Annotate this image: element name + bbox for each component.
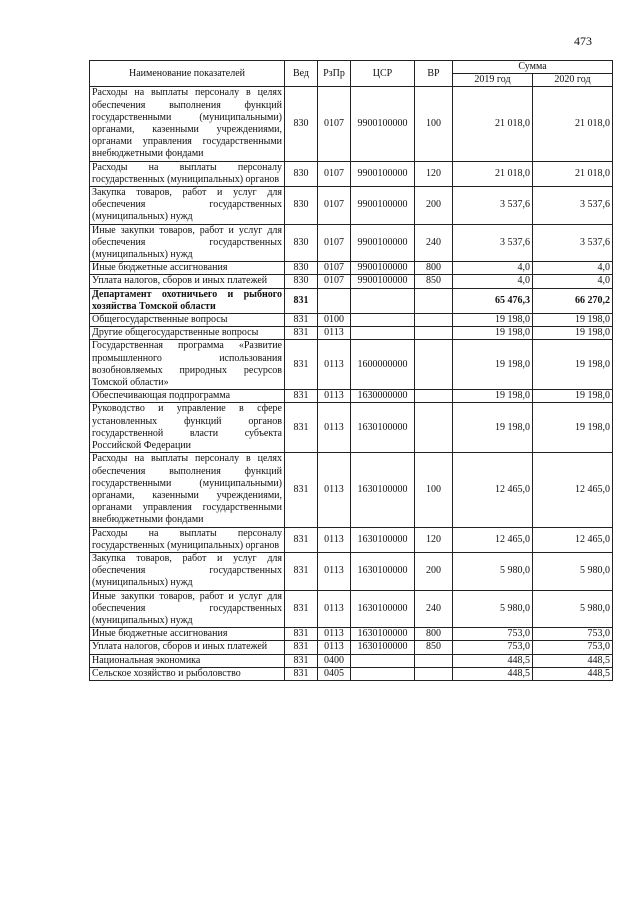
cell-vr	[415, 327, 453, 340]
cell-ved: 830	[285, 87, 318, 161]
table-row	[90, 262, 613, 275]
table-row	[90, 667, 613, 680]
cell-csr: 9900100000	[351, 262, 415, 275]
cell-ved: 831	[285, 390, 318, 403]
cell-2019: 753,0	[453, 641, 533, 654]
cell-rzpr: 0113	[318, 453, 351, 527]
cell-2020: 753,0	[533, 641, 613, 654]
cell-rzpr: 0113	[318, 590, 351, 628]
cell-csr: 1630100000	[351, 590, 415, 628]
cell-2020: 3 537,6	[533, 187, 613, 225]
table-body	[90, 87, 613, 681]
cell-2019: 21 018,0	[453, 161, 533, 186]
cell-csr: 1630100000	[351, 527, 415, 552]
table-row	[90, 224, 613, 262]
cell-vr	[415, 390, 453, 403]
cell-2019: 21 018,0	[453, 87, 533, 161]
table-row	[90, 275, 613, 288]
cell-rzpr: 0107	[318, 224, 351, 262]
table-row	[90, 87, 613, 161]
cell-2019: 4,0	[453, 262, 533, 275]
cell-rzpr: 0113	[318, 340, 351, 390]
cell-vr: 100	[415, 453, 453, 527]
cell-rzpr: 0113	[318, 552, 351, 590]
cell-2020: 753,0	[533, 628, 613, 641]
cell-2019: 19 198,0	[453, 327, 533, 340]
cell-rzpr: 0113	[318, 527, 351, 552]
cell-name: Обеспечивающая подпрограмма	[90, 390, 285, 403]
cell-csr: 1630100000	[351, 453, 415, 527]
cell-vr: 800	[415, 262, 453, 275]
table-row	[90, 327, 613, 340]
cell-vr	[415, 403, 453, 453]
cell-vr: 240	[415, 590, 453, 628]
cell-vr: 120	[415, 161, 453, 186]
cell-rzpr: 0107	[318, 187, 351, 225]
cell-ved: 831	[285, 403, 318, 453]
cell-vr: 120	[415, 527, 453, 552]
cell-ved: 830	[285, 224, 318, 262]
cell-2019: 448,5	[453, 654, 533, 667]
cell-rzpr: 0107	[318, 262, 351, 275]
cell-csr: 9900100000	[351, 87, 415, 161]
cell-ved: 830	[285, 187, 318, 225]
cell-vr	[415, 288, 453, 313]
table-row	[90, 390, 613, 403]
cell-2020: 4,0	[533, 262, 613, 275]
cell-2019: 19 198,0	[453, 314, 533, 327]
cell-csr: 1630100000	[351, 403, 415, 453]
header-name: Наименование показателей	[90, 61, 285, 87]
cell-csr	[351, 314, 415, 327]
cell-csr: 1630100000	[351, 552, 415, 590]
cell-name: Руководство и управление в сфере установленных функций органов государственной власти субъекта Российской Федерации	[90, 403, 285, 453]
cell-2020: 66 270,2	[533, 288, 613, 313]
cell-2020: 21 018,0	[533, 87, 613, 161]
cell-ved: 831	[285, 327, 318, 340]
cell-ved: 831	[285, 654, 318, 667]
cell-2019: 19 198,0	[453, 390, 533, 403]
cell-2019: 3 537,6	[453, 224, 533, 262]
cell-csr: 1630100000	[351, 628, 415, 641]
cell-csr	[351, 667, 415, 680]
cell-name: Закупка товаров, работ и услуг для обеспечения государственных (муниципальных) нужд	[90, 187, 285, 225]
cell-rzpr: 0400	[318, 654, 351, 667]
cell-2019: 65 476,3	[453, 288, 533, 313]
cell-vr: 100	[415, 87, 453, 161]
cell-csr: 1630100000	[351, 641, 415, 654]
cell-csr	[351, 654, 415, 667]
cell-vr	[415, 314, 453, 327]
table-row	[90, 161, 613, 186]
cell-name: Иные бюджетные ассигнования	[90, 262, 285, 275]
cell-2019: 753,0	[453, 628, 533, 641]
cell-ved: 831	[285, 552, 318, 590]
cell-name: Иные бюджетные ассигнования	[90, 628, 285, 641]
header-csr: ЦСР	[351, 61, 415, 87]
cell-name: Уплата налогов, сборов и иных платежей	[90, 275, 285, 288]
cell-vr: 850	[415, 641, 453, 654]
cell-rzpr	[318, 288, 351, 313]
cell-2019: 19 198,0	[453, 403, 533, 453]
cell-csr: 1600000000	[351, 340, 415, 390]
cell-name: Закупка товаров, работ и услуг для обеспечения государственных (муниципальных) нужд	[90, 552, 285, 590]
cell-2020: 19 198,0	[533, 403, 613, 453]
cell-2019: 19 198,0	[453, 340, 533, 390]
cell-2020: 19 198,0	[533, 327, 613, 340]
cell-2020: 12 465,0	[533, 527, 613, 552]
cell-rzpr: 0107	[318, 161, 351, 186]
table-header	[90, 61, 613, 87]
cell-ved: 830	[285, 262, 318, 275]
cell-name: Национальная экономика	[90, 654, 285, 667]
cell-vr: 200	[415, 187, 453, 225]
table-row	[90, 288, 613, 313]
cell-ved: 830	[285, 275, 318, 288]
header-sum: Сумма	[453, 61, 613, 74]
table-row	[90, 403, 613, 453]
cell-2019: 3 537,6	[453, 187, 533, 225]
cell-ved: 831	[285, 453, 318, 527]
cell-name: Департамент охотничьего и рыбного хозяйства Томской области	[90, 288, 285, 313]
cell-ved: 831	[285, 641, 318, 654]
cell-vr: 240	[415, 224, 453, 262]
cell-rzpr: 0100	[318, 314, 351, 327]
cell-2020: 19 198,0	[533, 390, 613, 403]
header-rzpr: РзПр	[318, 61, 351, 87]
cell-name: Расходы на выплаты персоналу в целях обеспечения выполнения функций государственными (муниципальными) органами, казенными учреждениями, органами управления государственными внебюджетными фондами	[90, 87, 285, 161]
cell-rzpr: 0405	[318, 667, 351, 680]
cell-2020: 448,5	[533, 667, 613, 680]
cell-ved: 831	[285, 314, 318, 327]
cell-ved: 831	[285, 288, 318, 313]
table-row	[90, 654, 613, 667]
header-2019: 2019 год	[453, 74, 533, 87]
cell-2020: 4,0	[533, 275, 613, 288]
cell-csr	[351, 327, 415, 340]
cell-rzpr: 0113	[318, 390, 351, 403]
cell-2019: 4,0	[453, 275, 533, 288]
cell-ved: 831	[285, 590, 318, 628]
header-2020: 2020 год	[533, 74, 613, 87]
cell-csr: 1630000000	[351, 390, 415, 403]
cell-rzpr: 0113	[318, 327, 351, 340]
cell-name: Общегосударственные вопросы	[90, 314, 285, 327]
table-row	[90, 641, 613, 654]
cell-vr: 200	[415, 552, 453, 590]
cell-2020: 5 980,0	[533, 590, 613, 628]
header-vr: ВР	[415, 61, 453, 87]
cell-vr	[415, 654, 453, 667]
cell-ved: 831	[285, 527, 318, 552]
cell-rzpr: 0113	[318, 628, 351, 641]
cell-2019: 5 980,0	[453, 552, 533, 590]
cell-name: Расходы на выплаты персоналу в целях обеспечения выполнения функций государственными (муниципальными) органами, казенными учреждениями, органами управления государственными внебюджетными фондами	[90, 453, 285, 527]
table-row	[90, 527, 613, 552]
cell-vr: 850	[415, 275, 453, 288]
page-number: 473	[574, 34, 592, 48]
cell-2020: 19 198,0	[533, 314, 613, 327]
cell-name: Сельское хозяйство и рыболовство	[90, 667, 285, 680]
cell-vr	[415, 667, 453, 680]
cell-2020: 448,5	[533, 654, 613, 667]
cell-2020: 5 980,0	[533, 552, 613, 590]
table-row	[90, 628, 613, 641]
cell-rzpr: 0107	[318, 87, 351, 161]
cell-csr: 9900100000	[351, 224, 415, 262]
cell-2020: 19 198,0	[533, 340, 613, 390]
cell-2020: 12 465,0	[533, 453, 613, 527]
cell-2020: 21 018,0	[533, 161, 613, 186]
table-row	[90, 187, 613, 225]
cell-ved: 831	[285, 667, 318, 680]
header-ved: Вед	[285, 61, 318, 87]
cell-name: Государственная программа «Развитие промышленного использования возобновляемых природных ресурсов Томской области»	[90, 340, 285, 390]
cell-vr	[415, 340, 453, 390]
table-row	[90, 314, 613, 327]
cell-vr: 800	[415, 628, 453, 641]
cell-2019: 5 980,0	[453, 590, 533, 628]
cell-2020: 3 537,6	[533, 224, 613, 262]
cell-name: Уплата налогов, сборов и иных платежей	[90, 641, 285, 654]
cell-name: Расходы на выплаты персоналу государственных (муниципальных) органов	[90, 161, 285, 186]
budget-table	[89, 60, 613, 681]
cell-rzpr: 0113	[318, 403, 351, 453]
table-row	[90, 340, 613, 390]
table-row	[90, 552, 613, 590]
table-row	[90, 590, 613, 628]
cell-ved: 831	[285, 340, 318, 390]
cell-2019: 12 465,0	[453, 527, 533, 552]
cell-ved: 830	[285, 161, 318, 186]
cell-csr: 9900100000	[351, 187, 415, 225]
cell-csr: 9900100000	[351, 275, 415, 288]
cell-name: Другие общегосударственные вопросы	[90, 327, 285, 340]
cell-ved: 831	[285, 628, 318, 641]
cell-name: Иные закупки товаров, работ и услуг для обеспечения государственных (муниципальных) нужд	[90, 224, 285, 262]
cell-name: Расходы на выплаты персоналу государственных (муниципальных) органов	[90, 527, 285, 552]
cell-rzpr: 0107	[318, 275, 351, 288]
cell-csr: 9900100000	[351, 161, 415, 186]
cell-name: Иные закупки товаров, работ и услуг для обеспечения государственных (муниципальных) нужд	[90, 590, 285, 628]
cell-csr	[351, 288, 415, 313]
cell-2019: 12 465,0	[453, 453, 533, 527]
cell-rzpr: 0113	[318, 641, 351, 654]
table-row	[90, 453, 613, 527]
cell-2019: 448,5	[453, 667, 533, 680]
